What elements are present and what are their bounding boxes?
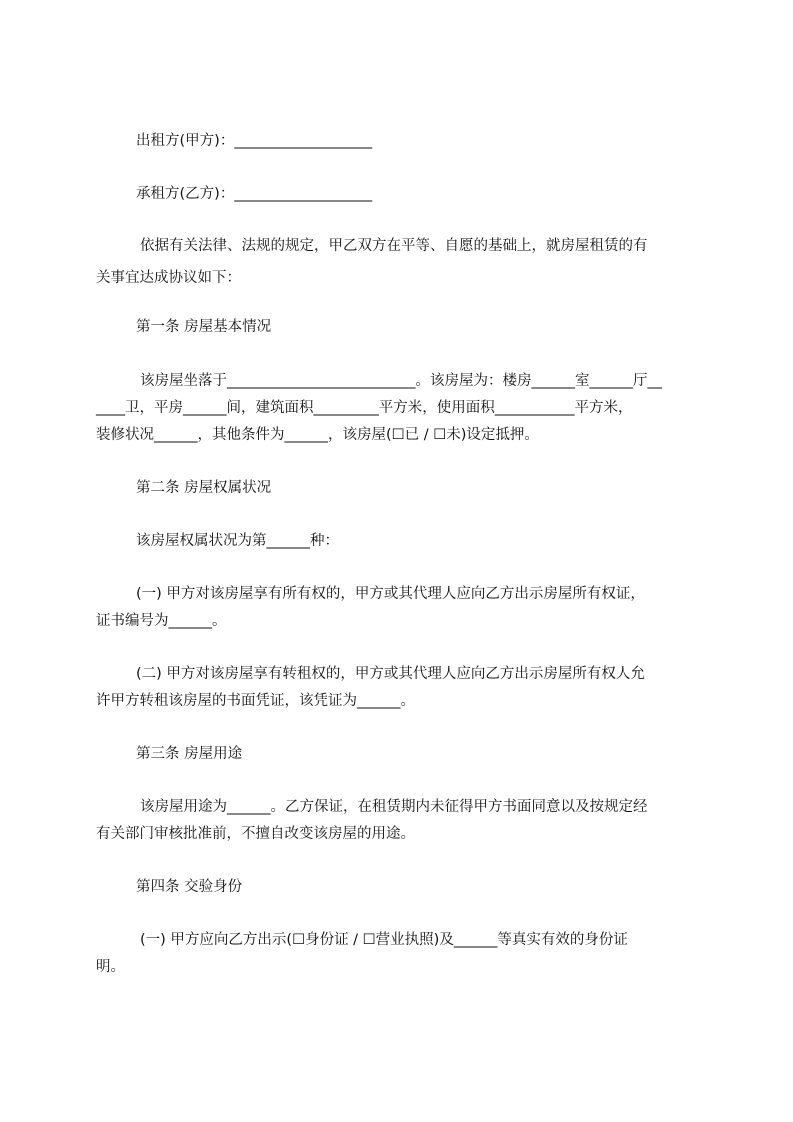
article-4-line-1: (一) 甲方应向乙方出示(☐身份证 / ☐营业执照)及______等真实有效的身份证 xyxy=(140,932,628,948)
preamble-line-1: 依据有关法律、法规的规定，甲乙双方在平等、自愿的基础上，就房屋租赁的有 xyxy=(140,238,648,254)
article-2-item-1-line-1: (一) 甲方对该房屋享有所有权的，甲方或其代理人应向乙方出示房屋所有权证， xyxy=(136,586,645,602)
article-4-heading: 第四条 交验身份 xyxy=(136,879,243,895)
article-2-item-2-line-1: (二) 甲方对该房屋享有转租权的，甲方或其代理人应向乙方出示房屋所有权人允 xyxy=(136,666,645,682)
article-4-line-2: 明。 xyxy=(96,959,125,975)
article-3-heading: 第三条 房屋用途 xyxy=(136,746,243,762)
lessee-line: 承租方(乙方)：___________________ xyxy=(136,186,373,202)
article-2-item-2-line-2: 许甲方转租该房屋的书面凭证，该凭证为______。 xyxy=(96,693,415,709)
article-1-line-3: 装修状况______，其他条件为______，该房屋(☐已 / ☐未)设定抵押。 xyxy=(96,427,539,443)
article-1-line-1: 该房屋坐落于__________________________。该房屋为：楼房______室______厅__ xyxy=(140,373,662,389)
article-1-line-2: ____卫，平房______间，建筑面积_________平方米，使用面积___________平方米， xyxy=(96,400,633,416)
article-2-heading: 第二条 房屋权属状况 xyxy=(136,480,272,496)
article-3-line-2: 有关部门审核批准前，不擅自改变该房屋的用途。 xyxy=(96,826,415,842)
article-1-heading: 第一条 房屋基本情况 xyxy=(136,319,272,335)
article-2-item-1-line-2: 证书编号为______。 xyxy=(96,613,227,629)
preamble-line-2: 关事宜达成协议如下： xyxy=(96,270,241,286)
lessor-line: 出租方(甲方)：___________________ xyxy=(136,133,373,149)
article-3-line-1: 该房屋用途为______。乙方保证，在租赁期内未征得甲方书面同意以及按规定经 xyxy=(140,799,648,815)
article-2-intro: 该房屋权属状况为第______种： xyxy=(136,533,339,549)
